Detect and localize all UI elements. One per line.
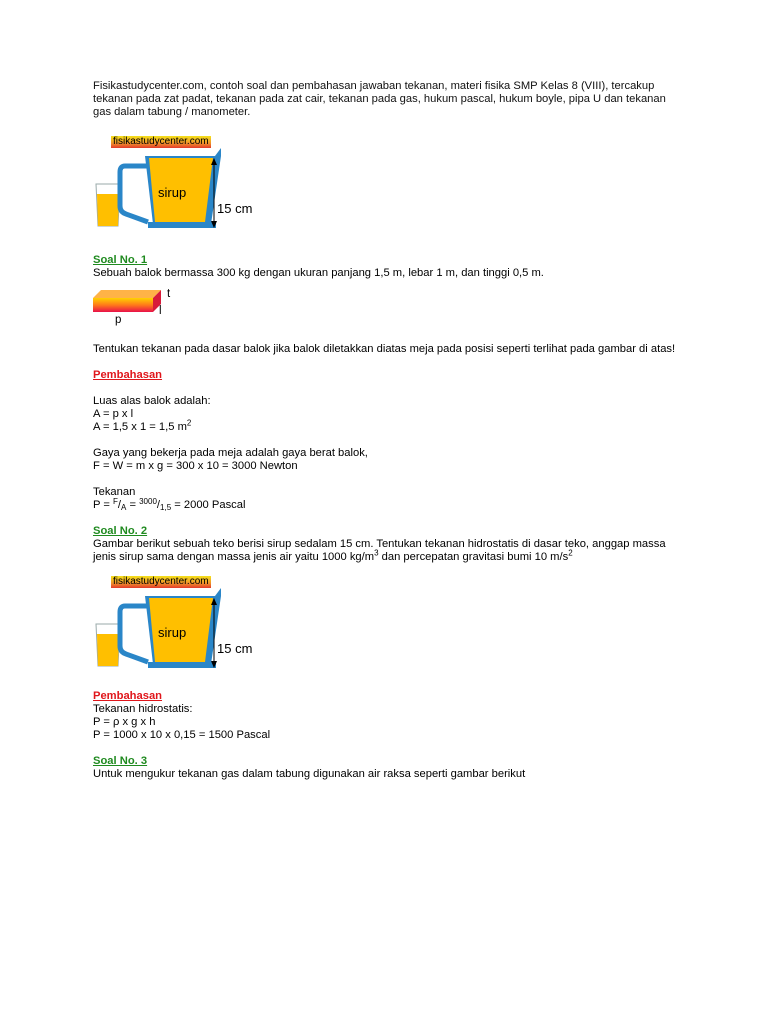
box-label-l: l [159, 305, 162, 317]
jug-figure [93, 136, 293, 246]
soal1-text: Sebuah balok bermassa 300 kg dengan ukuran panjang 1,5 m, lebar 1 m, dan tinggi 0,5 m. [93, 267, 544, 279]
soal1-pembahasan-heading: Pembahasan [93, 369, 163, 381]
soal3-text: Untuk mengukur tekanan gas dalam tabung digunakan air raksa seperti gambar berikut [93, 768, 526, 780]
luas-formula: A = p x l [93, 408, 134, 420]
soal2-pembahasan-heading: Pembahasan [93, 690, 163, 702]
soal3-heading: Soal No. 3 [93, 755, 148, 767]
luas-title: Luas alas balok adalah: [93, 395, 211, 407]
document-body [93, 80, 683, 781]
hidro-title: Tekanan hidrostatis: [93, 703, 193, 715]
jug-figure-2 [93, 576, 293, 686]
height-label-2: 15 cm [217, 641, 253, 656]
soal1-heading: Soal No. 1 [93, 254, 148, 266]
gaya-calc: F = W = m x g = 300 x 10 = 3000 Newton [93, 460, 298, 472]
luas-calc: A = 1,5 x 1 = 1,5 $m^2$ [93, 418, 192, 433]
tekanan-title: Tekanan [93, 486, 136, 498]
box-figure [93, 288, 293, 333]
tekanan-calc: $P = ^F/_A = ^{3000}/_{1,5} = 2000$ Pascal [93, 497, 246, 512]
site-watermark: fisikastudycenter.com [113, 136, 209, 147]
soal2-text: Gambar berikut sebuah teko berisi sirup sedalam 15 cm. Tentukan tekanan hidrostatis di dasar teko, anggap massa jenis sirup sama dengan massa jenis air yaitu 1000 $kg/m^3$ dan percepatan gravitasi bumi 10 $m/s^2$ [93, 538, 666, 563]
soal2-heading: Soal No. 2 [93, 525, 148, 537]
box-label-p: p [115, 314, 122, 326]
hidro-formula: P = ρ x g x h [93, 716, 156, 728]
sirup-label-2: sirup [158, 625, 187, 640]
sirup-label: sirup [158, 185, 187, 200]
hidro-calc: P = 1000 x 10 x 0,15 = 1500 Pascal [93, 729, 271, 741]
jug-illustration [93, 136, 293, 246]
height-label: 15 cm [217, 201, 253, 216]
intro-paragraph: Fisikastudycenter.com, contoh soal dan pembahasan jawaban tekanan, materi fisika SMP Kelas 8 (VIII), tercakup tekanan pada zat padat, tekanan pada zat cair, tekanan pada gas, hukum pascal, hukum boyle, pipa U dan tekanan gas dalam tabung / manometer. [93, 80, 666, 118]
box-label-t: t [167, 288, 171, 300]
jug-illustration-2 [93, 576, 293, 686]
site-watermark-2: fisikastudycenter.com [113, 576, 209, 587]
soal1-question: Tentukan tekanan pada dasar balok jika balok diletakkan diatas meja pada posisi seperti terlihat pada gambar di atas! [93, 343, 676, 355]
gaya-title: Gaya yang bekerja pada meja adalah gaya berat balok, [93, 447, 368, 459]
